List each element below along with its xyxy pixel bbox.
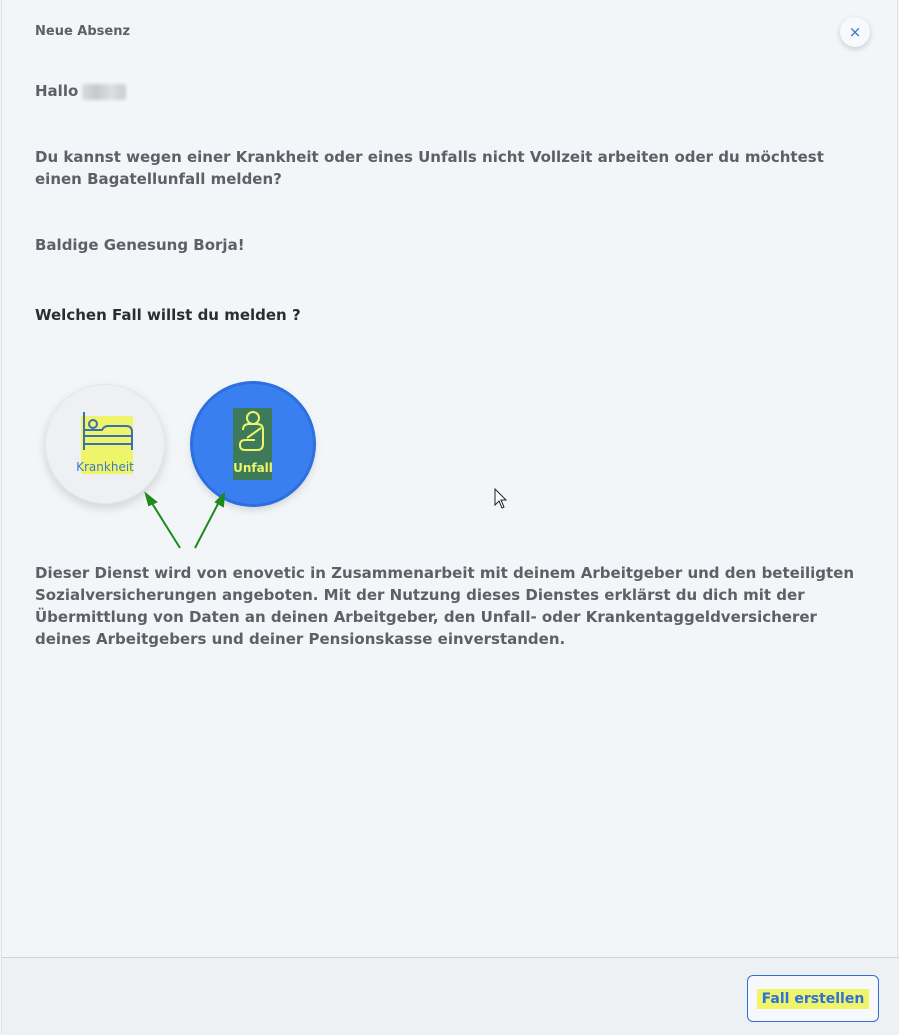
bed-icon <box>82 410 134 450</box>
greeting-text: Hallo <box>35 82 79 100</box>
blurred-username <box>82 84 126 100</box>
option-krankheit[interactable] <box>45 384 165 504</box>
annotation-arrows <box>142 490 232 552</box>
injured-person-icon <box>237 410 269 454</box>
close-icon: × <box>848 23 862 41</box>
new-absence-dialog <box>1 0 898 1034</box>
create-case-button[interactable] <box>747 975 879 1022</box>
dialog-title: Neue Absenz <box>35 24 131 39</box>
close-button[interactable] <box>840 17 870 47</box>
create-case-label: Fall erstellen <box>757 989 870 1009</box>
option-unfall[interactable] <box>193 384 313 504</box>
mouse-cursor-icon <box>494 488 508 510</box>
greeting <box>35 80 126 102</box>
case-question: Welchen Fall willst du melden ? <box>35 306 301 324</box>
disclaimer-text: Dieser Dienst wird von enovetic in Zusammenarbeit mit deinem Arbeitgeber und den beteiligten Sozialversicherungen angeboten. Mit der Nutzung dieses Dienstes erklärst du dich mit der Übermittlung von Daten an deinen Arbeitgeber, den Unfall- oder Krankentaggeldversicherer deines Arbeitgebers und deiner Pensionskasse einverstanden. <box>35 564 855 648</box>
get-well-text: Baldige Genesung Borja! <box>35 236 245 254</box>
intro-text: Du kannst wegen einer Krankheit oder eines Unfalls nicht Vollzeit arbeiten oder du möchtest einen Bagatellunfall melden? <box>35 148 824 188</box>
option-label-unfall: Unfall <box>233 461 273 475</box>
option-label-krankheit: Krankheit <box>76 460 134 474</box>
dialog-footer <box>2 957 899 1035</box>
